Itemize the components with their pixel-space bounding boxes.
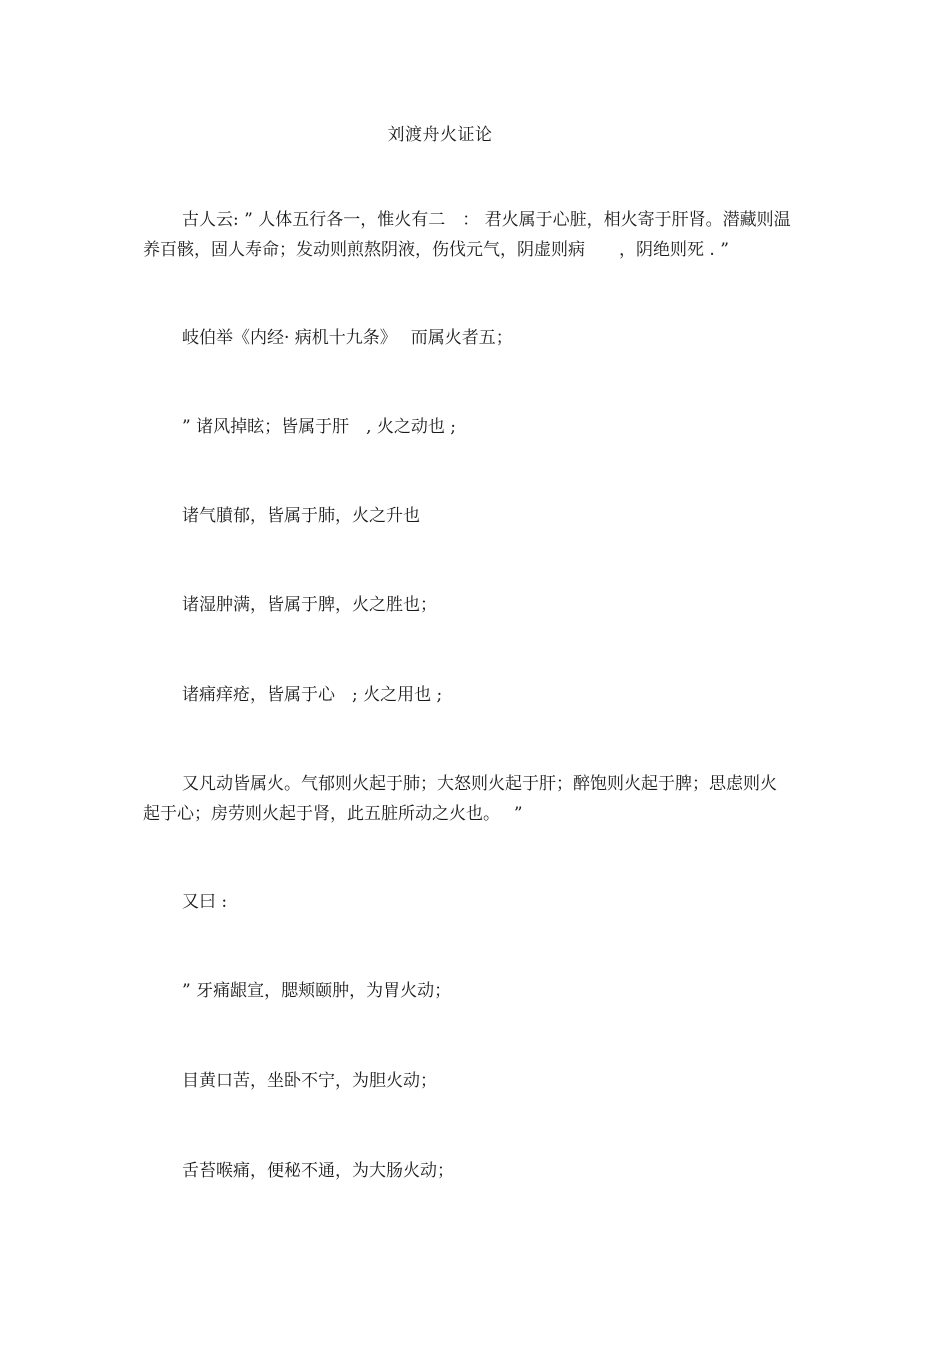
paragraph-3: ” 诸风掉眩；皆属于肝 , 火之动也 ; xyxy=(182,417,457,437)
paragraph-2: 岐伯举《内经· 病机十九条》 而属火者五； xyxy=(182,328,513,348)
paragraph-8: 又曰 : xyxy=(182,892,228,912)
paragraph-4: 诸气膹郁，皆属于肺，火之升也 xyxy=(182,506,420,526)
document-title: 刘渡舟火证论 xyxy=(387,125,493,145)
paragraph-9: ” 牙痛龈宣，腮颊颐肿，为胃火动； xyxy=(182,981,452,1001)
paragraph-6: 诸痛痒疮，皆属于心 ; 火之用也 ; xyxy=(182,685,443,705)
paragraph-11: 舌苔喉痛，便秘不通，为大肠火动； xyxy=(182,1161,454,1181)
paragraph-10: 目黄口苦，坐卧不宁，为胆火动； xyxy=(182,1071,437,1091)
paragraph-5: 诸湿肿满，皆属于脾，火之胜也； xyxy=(182,595,437,615)
paragraph-1: 古人云: ” 人体五行各一，惟火有二 ： 君火属于心脏，相火寄于肝肾。潜藏则温养百骸，固人寿命；发动则煎熬阴液，伤伐元气，阴虚则病 ，阴绝则死 . ” xyxy=(143,210,791,260)
paragraph-7: 又凡动皆属火。气郁则火起于肺；大怒则火起于肝；醉饱则火起于脾；思虑则火起于心；房劳则火起于肾，此五脏所动之火也。 ” xyxy=(143,774,777,824)
